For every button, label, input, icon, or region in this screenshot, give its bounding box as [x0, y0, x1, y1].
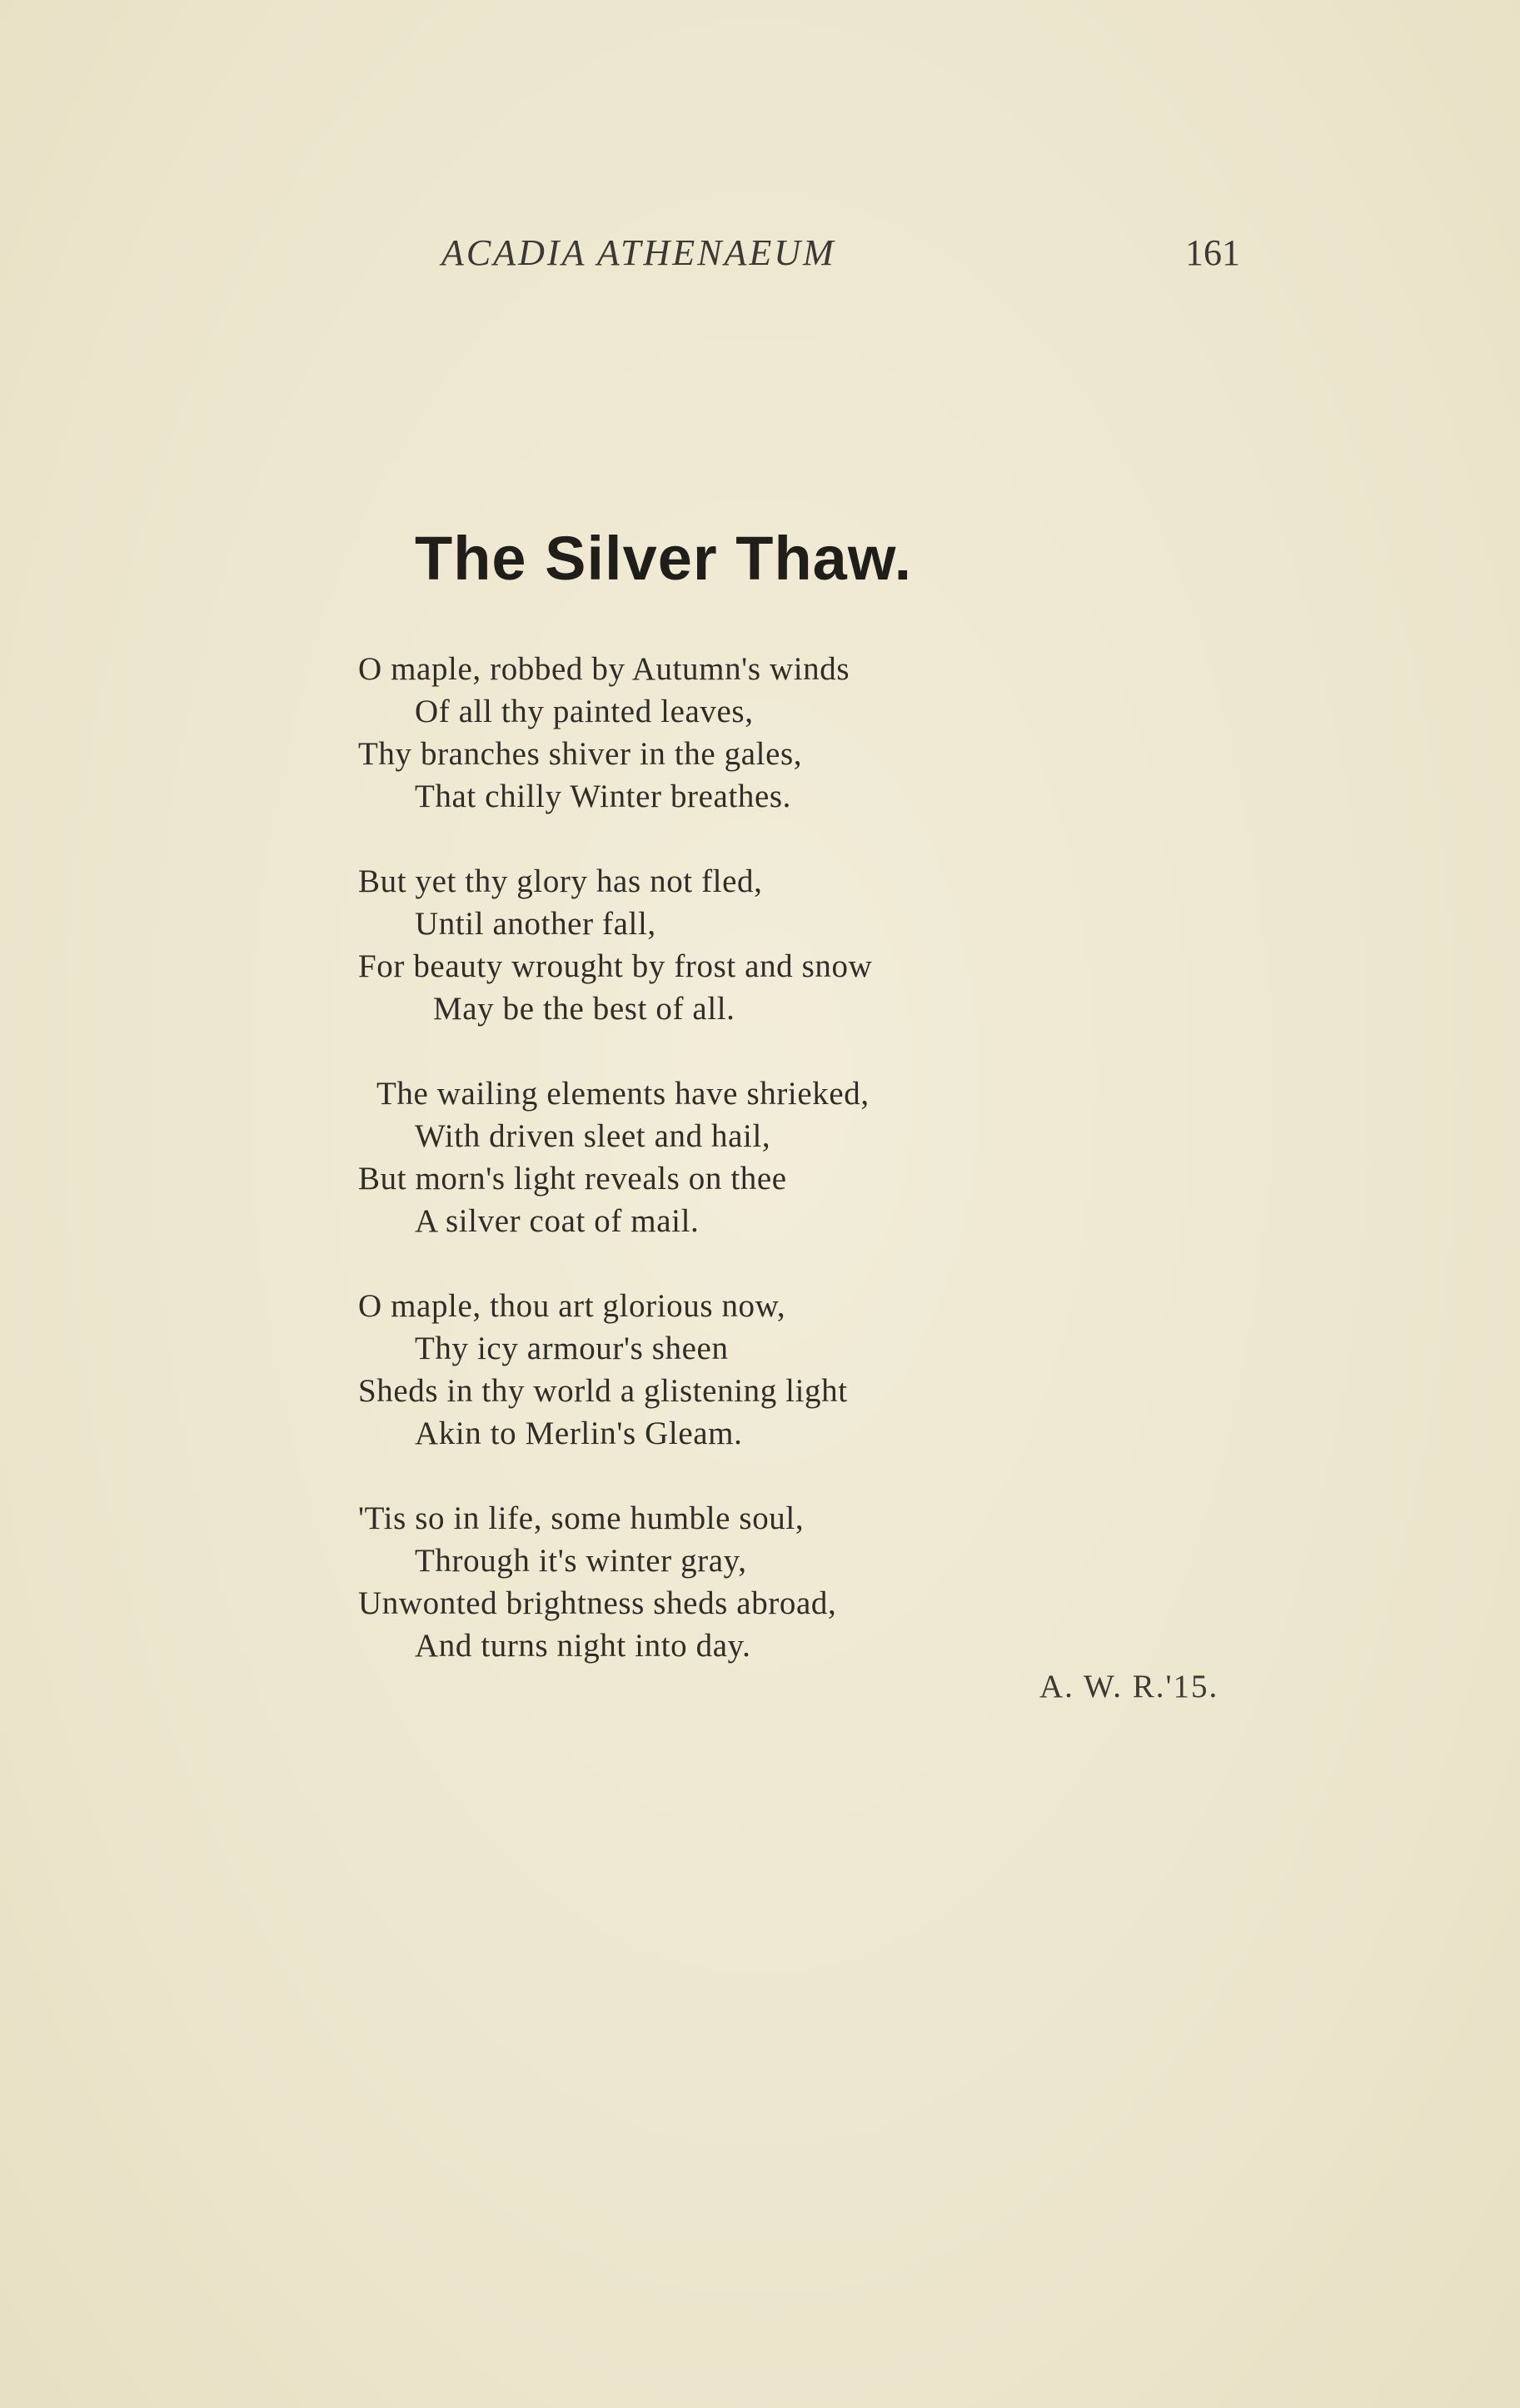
poem-line: That chilly Winter breathes.: [415, 779, 792, 814]
poem-line: Akin to Merlin's Gleam.: [415, 1415, 743, 1451]
poem-line: But morn's light reveals on thee: [358, 1161, 787, 1197]
stanza-2: [358, 860, 1191, 1030]
poem-line: May be the best of all.: [433, 991, 735, 1027]
poem-line: 'Tis so in life, some humble soul,: [358, 1500, 805, 1536]
poem-line: O maple, robbed by Autumn's winds: [358, 651, 850, 687]
poem-line: With driven sleet and hail,: [415, 1118, 771, 1154]
poem-line: Sheds in thy world a glistening light: [358, 1373, 848, 1409]
poem-line: Thy icy armour's sheen: [415, 1331, 729, 1366]
poem-line: The wailing elements have shrieked,: [376, 1076, 870, 1112]
stanza-1: [358, 648, 1191, 818]
running-head: [0, 231, 1520, 281]
stanza-5: [358, 1497, 1191, 1667]
poem-line: Thy branches shiver in the gales,: [358, 736, 803, 772]
poem-line: For beauty wrought by frost and snow: [358, 948, 873, 984]
poem-line: Of all thy painted leaves,: [415, 694, 754, 729]
poem-title: The Silver Thaw.: [415, 524, 913, 593]
poem-line: Until another fall,: [415, 906, 656, 942]
poem-line: Through it's winter gray,: [415, 1543, 747, 1579]
journal-title: ACADIA ATHENAEUM: [441, 232, 836, 273]
author-signature: A. W. R.'15.: [1039, 1669, 1219, 1704]
stanza-4: [358, 1285, 1191, 1455]
poem-body: [358, 648, 1191, 1709]
page-number: 161: [1185, 232, 1240, 273]
poem-line: But yet thy glory has not fled,: [358, 863, 763, 899]
poem-line: A silver coat of mail.: [415, 1203, 700, 1239]
poem-line: And turns night into day.: [415, 1628, 751, 1664]
poem-line: O maple, thou art glorious now,: [358, 1288, 786, 1324]
poem-line: Unwonted brightness sheds abroad,: [358, 1585, 837, 1621]
stanza-3: [358, 1072, 1191, 1242]
